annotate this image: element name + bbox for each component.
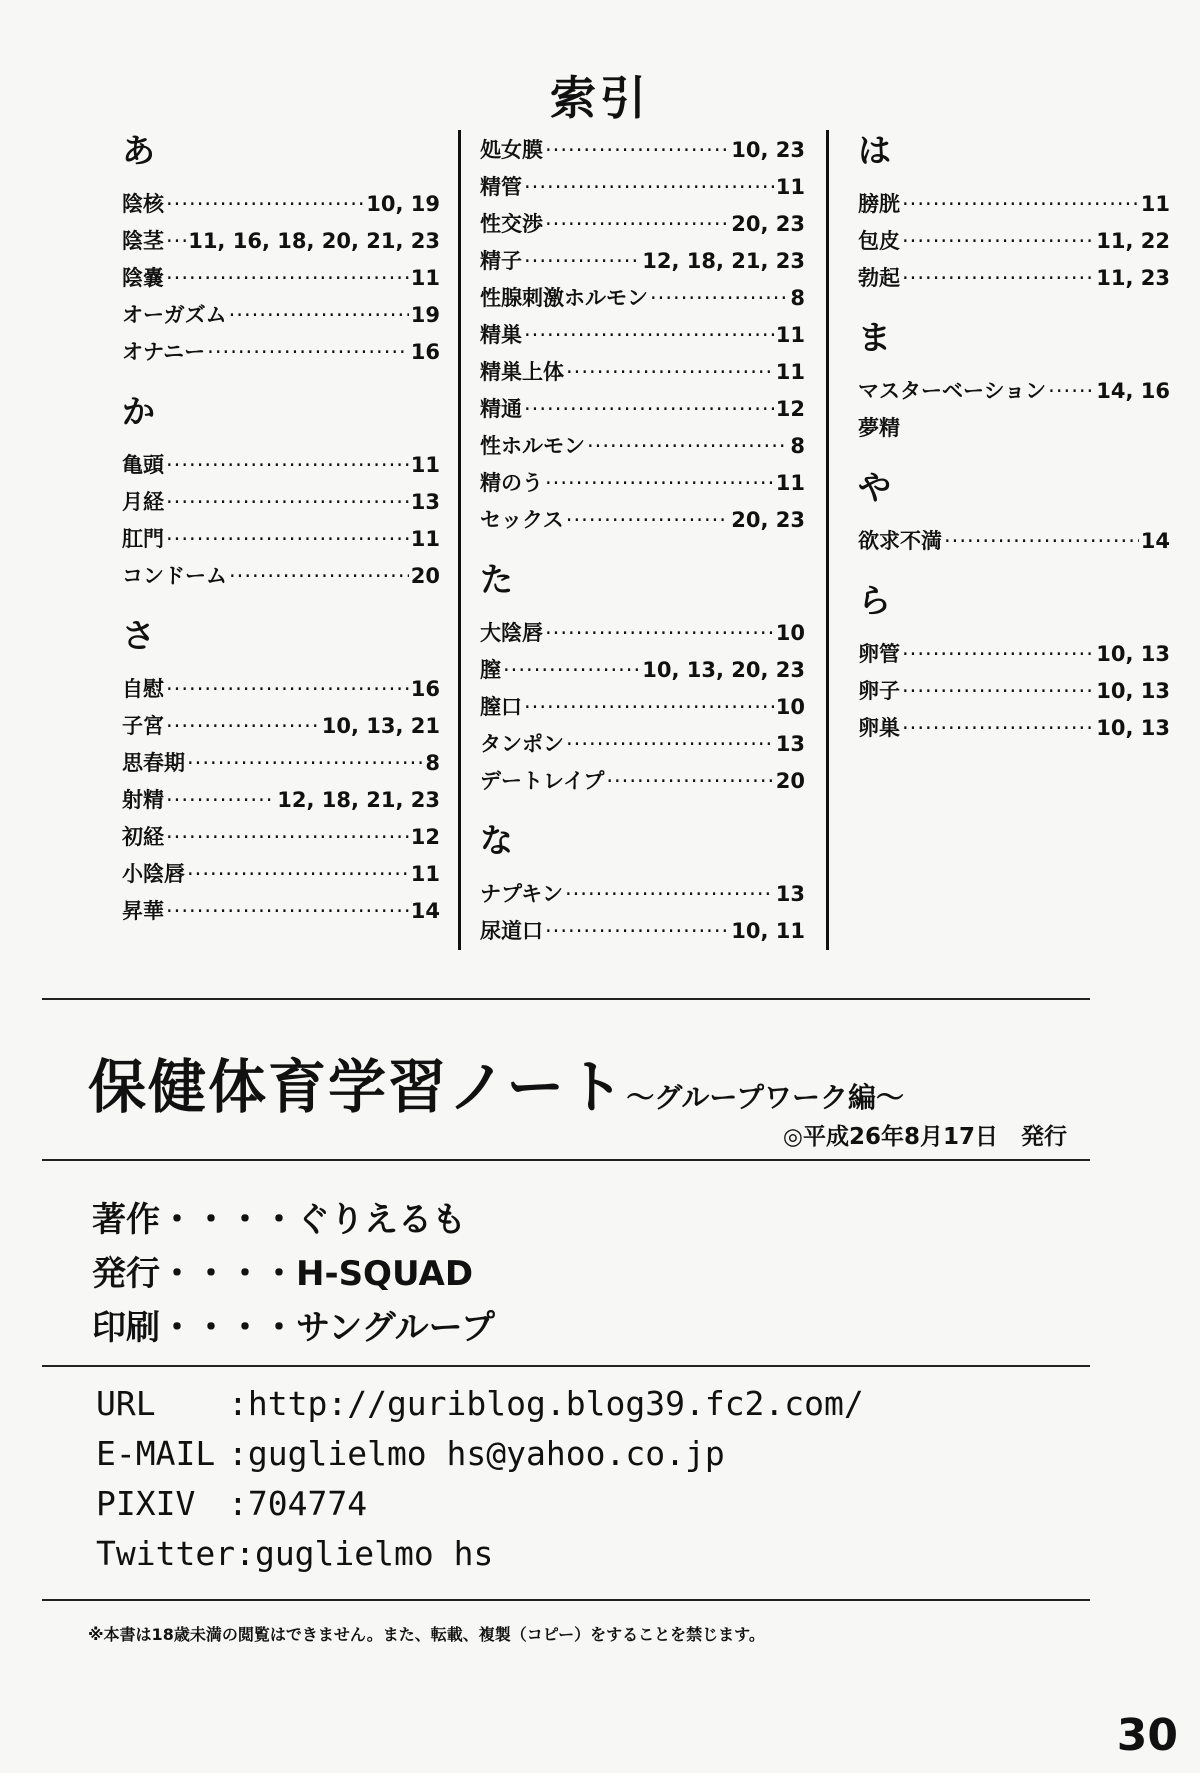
pixiv-label: PIXIV <box>96 1484 196 1523</box>
leader-dots <box>166 819 409 856</box>
divider-line <box>42 998 1090 1000</box>
twitter-row <box>96 1534 493 1573</box>
leader-dots <box>545 132 729 169</box>
index-entry <box>858 223 1170 260</box>
leader-dots <box>566 502 729 539</box>
leader-dots <box>545 465 774 502</box>
index-pages: 16 <box>410 677 440 701</box>
index-entry <box>858 710 1170 747</box>
index-pages: 10 <box>775 695 805 719</box>
leader-dots <box>565 876 774 913</box>
index-pages: 20 <box>775 769 805 793</box>
index-term: 卵子 <box>858 679 900 703</box>
column-divider <box>458 130 461 950</box>
index-entry <box>122 260 440 297</box>
index-section-heading: は <box>858 131 891 170</box>
leader-dots <box>606 763 773 800</box>
leader-dots <box>545 913 729 950</box>
index-entry <box>122 893 440 930</box>
index-pages: 8 <box>425 751 440 775</box>
leader-dots <box>187 745 423 782</box>
index-entry <box>480 689 805 726</box>
index-entry <box>480 615 805 652</box>
index-term: 肛門 <box>122 527 164 551</box>
leader-dots <box>902 260 1094 297</box>
index-term: 大陰唇 <box>480 621 543 645</box>
index-entry <box>122 334 440 371</box>
pixiv-row <box>96 1484 367 1523</box>
index-entry <box>480 391 805 428</box>
index-term: オナニー <box>122 340 206 364</box>
index-pages: 11 <box>410 266 440 290</box>
index-pages: 10, 13, 21 <box>321 714 440 738</box>
leader-dots <box>166 186 364 223</box>
index-term: 陰核 <box>122 192 164 216</box>
index-entry <box>480 428 805 465</box>
index-column-2 <box>480 128 805 968</box>
index-pages: 11 <box>775 175 805 199</box>
index-section-heading: や <box>858 468 891 507</box>
index-pages: 14 <box>1140 529 1170 553</box>
leader-dots <box>1048 373 1094 410</box>
index-entry <box>122 671 440 708</box>
leader-dots <box>566 726 774 763</box>
url-label: URL <box>96 1384 156 1423</box>
printer-credit: 印刷・・・・サングループ <box>92 1308 495 1348</box>
index-term: 膀胱 <box>858 192 900 216</box>
index-entry <box>480 354 805 391</box>
index-section-heading: ま <box>858 318 891 357</box>
index-entry <box>480 652 805 689</box>
leader-dots <box>524 169 774 206</box>
index-pages: 8 <box>790 286 805 310</box>
twitter-label: Twitter <box>96 1534 236 1573</box>
index-title: 索引 <box>550 71 650 125</box>
email-row <box>96 1434 725 1473</box>
leader-dots <box>229 297 409 334</box>
index-term: 欲求不満 <box>858 529 942 553</box>
index-pages: 13 <box>410 490 440 514</box>
book-title-main: 保健体育学習ノート <box>88 1053 627 1121</box>
index-pages: 11 <box>410 862 440 886</box>
leader-dots <box>166 708 320 745</box>
book-title <box>88 1040 904 1124</box>
index-term: 子宮 <box>122 714 164 738</box>
index-entry <box>858 186 1170 223</box>
index-pages: 13 <box>775 732 805 756</box>
index-section-heading: な <box>480 821 513 860</box>
leader-dots <box>524 243 640 280</box>
index-term: 膣口 <box>480 695 522 719</box>
index-entry <box>122 782 440 819</box>
index-entry <box>480 876 805 913</box>
index-pages: 19 <box>410 303 440 327</box>
leader-dots <box>944 523 1139 560</box>
index-term: オーガズム <box>122 303 227 327</box>
index-term: 精通 <box>480 397 522 421</box>
index-column-3 <box>858 128 1170 765</box>
index-pages: 16 <box>410 340 440 364</box>
index-section-heading: か <box>122 392 155 431</box>
age-restriction-notice: ※本書は18歳未満の閲覧はできません。また、転載、複製（コピー）をすることを禁じます。 <box>88 1625 765 1644</box>
index-entry <box>858 636 1170 673</box>
leader-dots <box>166 521 409 558</box>
index-column-1 <box>122 128 440 948</box>
index-entry <box>122 223 440 260</box>
publisher-credit: 発行・・・・H-SQUAD <box>92 1254 474 1294</box>
email-label: E-MAIL <box>96 1434 216 1473</box>
leader-dots <box>545 206 729 243</box>
leader-dots <box>503 652 640 689</box>
index-pages: 10, 13, 20, 23 <box>642 658 805 682</box>
index-pages: 10 <box>775 621 805 645</box>
leader-dots <box>902 636 1094 673</box>
leader-dots <box>166 782 275 819</box>
index-entry <box>480 169 805 206</box>
index-entry <box>122 745 440 782</box>
index-entry <box>858 373 1170 410</box>
index-pages: 8 <box>790 434 805 458</box>
index-entry <box>480 243 805 280</box>
index-entry <box>122 447 440 484</box>
leader-dots <box>902 673 1094 710</box>
index-term: 精管 <box>480 175 522 199</box>
leader-dots <box>902 710 1094 747</box>
index-entry <box>480 465 805 502</box>
page-number: 30 <box>1116 1710 1178 1761</box>
index-term: デートレイプ <box>480 769 605 793</box>
index-entry <box>858 523 1170 560</box>
index-term: 思春期 <box>122 751 185 775</box>
index-pages: 11 <box>775 471 805 495</box>
index-entry <box>480 502 805 539</box>
index-pages: 10, 13 <box>1096 679 1170 703</box>
leader-dots <box>166 223 186 260</box>
index-pages: 11, 23 <box>1096 266 1170 290</box>
index-section-heading: あ <box>122 131 155 170</box>
index-pages: 12 <box>410 825 440 849</box>
index-term: 尿道口 <box>480 919 543 943</box>
leader-dots <box>902 223 1094 260</box>
index-pages: 14 <box>410 899 440 923</box>
index-term: 包皮 <box>858 229 900 253</box>
index-term: 卵巣 <box>858 716 900 740</box>
index-entry <box>122 558 440 595</box>
index-pages: 11, 22 <box>1096 229 1170 253</box>
column-divider <box>826 130 829 950</box>
index-term: 陰茎 <box>122 229 164 253</box>
index-entry <box>858 673 1170 710</box>
index-term: 月経 <box>122 490 164 514</box>
index-entry <box>858 410 1170 447</box>
index-term: 初経 <box>122 825 164 849</box>
index-term: 勃起 <box>858 266 900 290</box>
index-pages: 20, 23 <box>731 212 805 236</box>
index-pages: 10, 23 <box>731 138 805 162</box>
index-term: 卵管 <box>858 642 900 666</box>
leader-dots <box>166 671 409 708</box>
index-entry <box>480 132 805 169</box>
index-pages: 10, 11 <box>731 919 805 943</box>
leader-dots <box>166 447 409 484</box>
index-pages: 10, 13 <box>1096 642 1170 666</box>
leader-dots <box>207 334 409 371</box>
index-entry <box>480 280 805 317</box>
divider-line <box>42 1365 1090 1367</box>
index-term: 夢精 <box>858 416 900 440</box>
index-term: 性ホルモン <box>480 434 585 458</box>
index-entry <box>480 206 805 243</box>
index-term: 精のう <box>480 471 543 495</box>
index-term: 性交渉 <box>480 212 543 236</box>
index-section-heading: た <box>480 560 513 599</box>
index-term: ナプキン <box>480 882 563 906</box>
index-entry <box>480 726 805 763</box>
index-pages: 11 <box>775 360 805 384</box>
index-term: 精子 <box>480 249 522 273</box>
index-term: 亀頭 <box>122 453 164 477</box>
leader-dots <box>650 280 788 317</box>
index-pages: 11 <box>1140 192 1170 216</box>
leader-dots <box>524 689 774 726</box>
index-pages: 10, 19 <box>366 192 440 216</box>
leader-dots <box>166 893 409 930</box>
index-entry <box>122 521 440 558</box>
index-pages: 13 <box>775 882 805 906</box>
index-entry <box>480 317 805 354</box>
index-term: 精巣 <box>480 323 522 347</box>
index-term: 陰嚢 <box>122 266 164 290</box>
author-credit: 著作・・・・ぐりえるも <box>92 1200 466 1240</box>
index-entry <box>122 484 440 521</box>
index-term: 昇華 <box>122 899 164 923</box>
index-term: 精巣上体 <box>480 360 564 384</box>
index-pages: 11 <box>410 453 440 477</box>
index-term: セックス <box>480 508 564 532</box>
url-value[interactable]: :http://guriblog.blog39.fc2.com/ <box>228 1384 864 1423</box>
leader-dots <box>187 856 409 893</box>
index-section-heading: ら <box>858 581 891 620</box>
index-pages: 10, 13 <box>1096 716 1170 740</box>
index-term: 射精 <box>122 788 164 812</box>
leader-dots <box>166 260 409 297</box>
email-value[interactable]: :guglielmo hs@yahoo.co.jp <box>228 1434 725 1473</box>
leader-dots <box>524 317 774 354</box>
leader-dots <box>566 354 774 391</box>
index-entry <box>122 708 440 745</box>
index-pages: 11 <box>410 527 440 551</box>
divider-line <box>42 1599 1090 1601</box>
index-term: 自慰 <box>122 677 164 701</box>
index-pages: 11, 16, 18, 20, 21, 23 <box>188 229 440 253</box>
index-pages: 12, 18, 21, 23 <box>642 249 805 273</box>
index-entry <box>480 913 805 950</box>
index-term: タンポン <box>480 732 564 756</box>
pixiv-value: :704774 <box>228 1484 368 1523</box>
index-term: 性腺刺激ホルモン <box>480 286 648 310</box>
index-entry <box>480 763 805 800</box>
twitter-value: :guglielmo hs <box>235 1534 494 1573</box>
index-term: 小陰唇 <box>122 862 185 886</box>
leader-dots <box>166 484 409 521</box>
index-term: コンドーム <box>122 564 227 588</box>
leader-dots <box>545 615 774 652</box>
index-section-heading: さ <box>122 616 155 655</box>
index-pages: 20, 23 <box>731 508 805 532</box>
leader-dots <box>587 428 788 465</box>
index-pages: 12 <box>775 397 805 421</box>
index-pages: 14, 16 <box>1096 379 1170 403</box>
index-entry <box>858 260 1170 297</box>
book-subtitle: ～グループワーク編～ <box>626 1081 905 1114</box>
url-row <box>96 1384 864 1423</box>
index-term: 処女膜 <box>480 138 543 162</box>
index-pages: 11 <box>775 323 805 347</box>
leader-dots <box>524 391 774 428</box>
leader-dots <box>229 558 409 595</box>
leader-dots <box>902 186 1139 223</box>
index-entry <box>122 186 440 223</box>
index-entry <box>122 856 440 893</box>
index-term: マスターベーション <box>858 379 1047 403</box>
divider-line <box>42 1159 1090 1161</box>
index-term: 膣 <box>480 658 501 682</box>
index-pages: 12, 18, 21, 23 <box>277 788 440 812</box>
publication-date: ◎平成26年8月17日 発行 <box>782 1124 1067 1150</box>
index-pages: 20 <box>410 564 440 588</box>
index-entry <box>122 819 440 856</box>
index-entry <box>122 297 440 334</box>
